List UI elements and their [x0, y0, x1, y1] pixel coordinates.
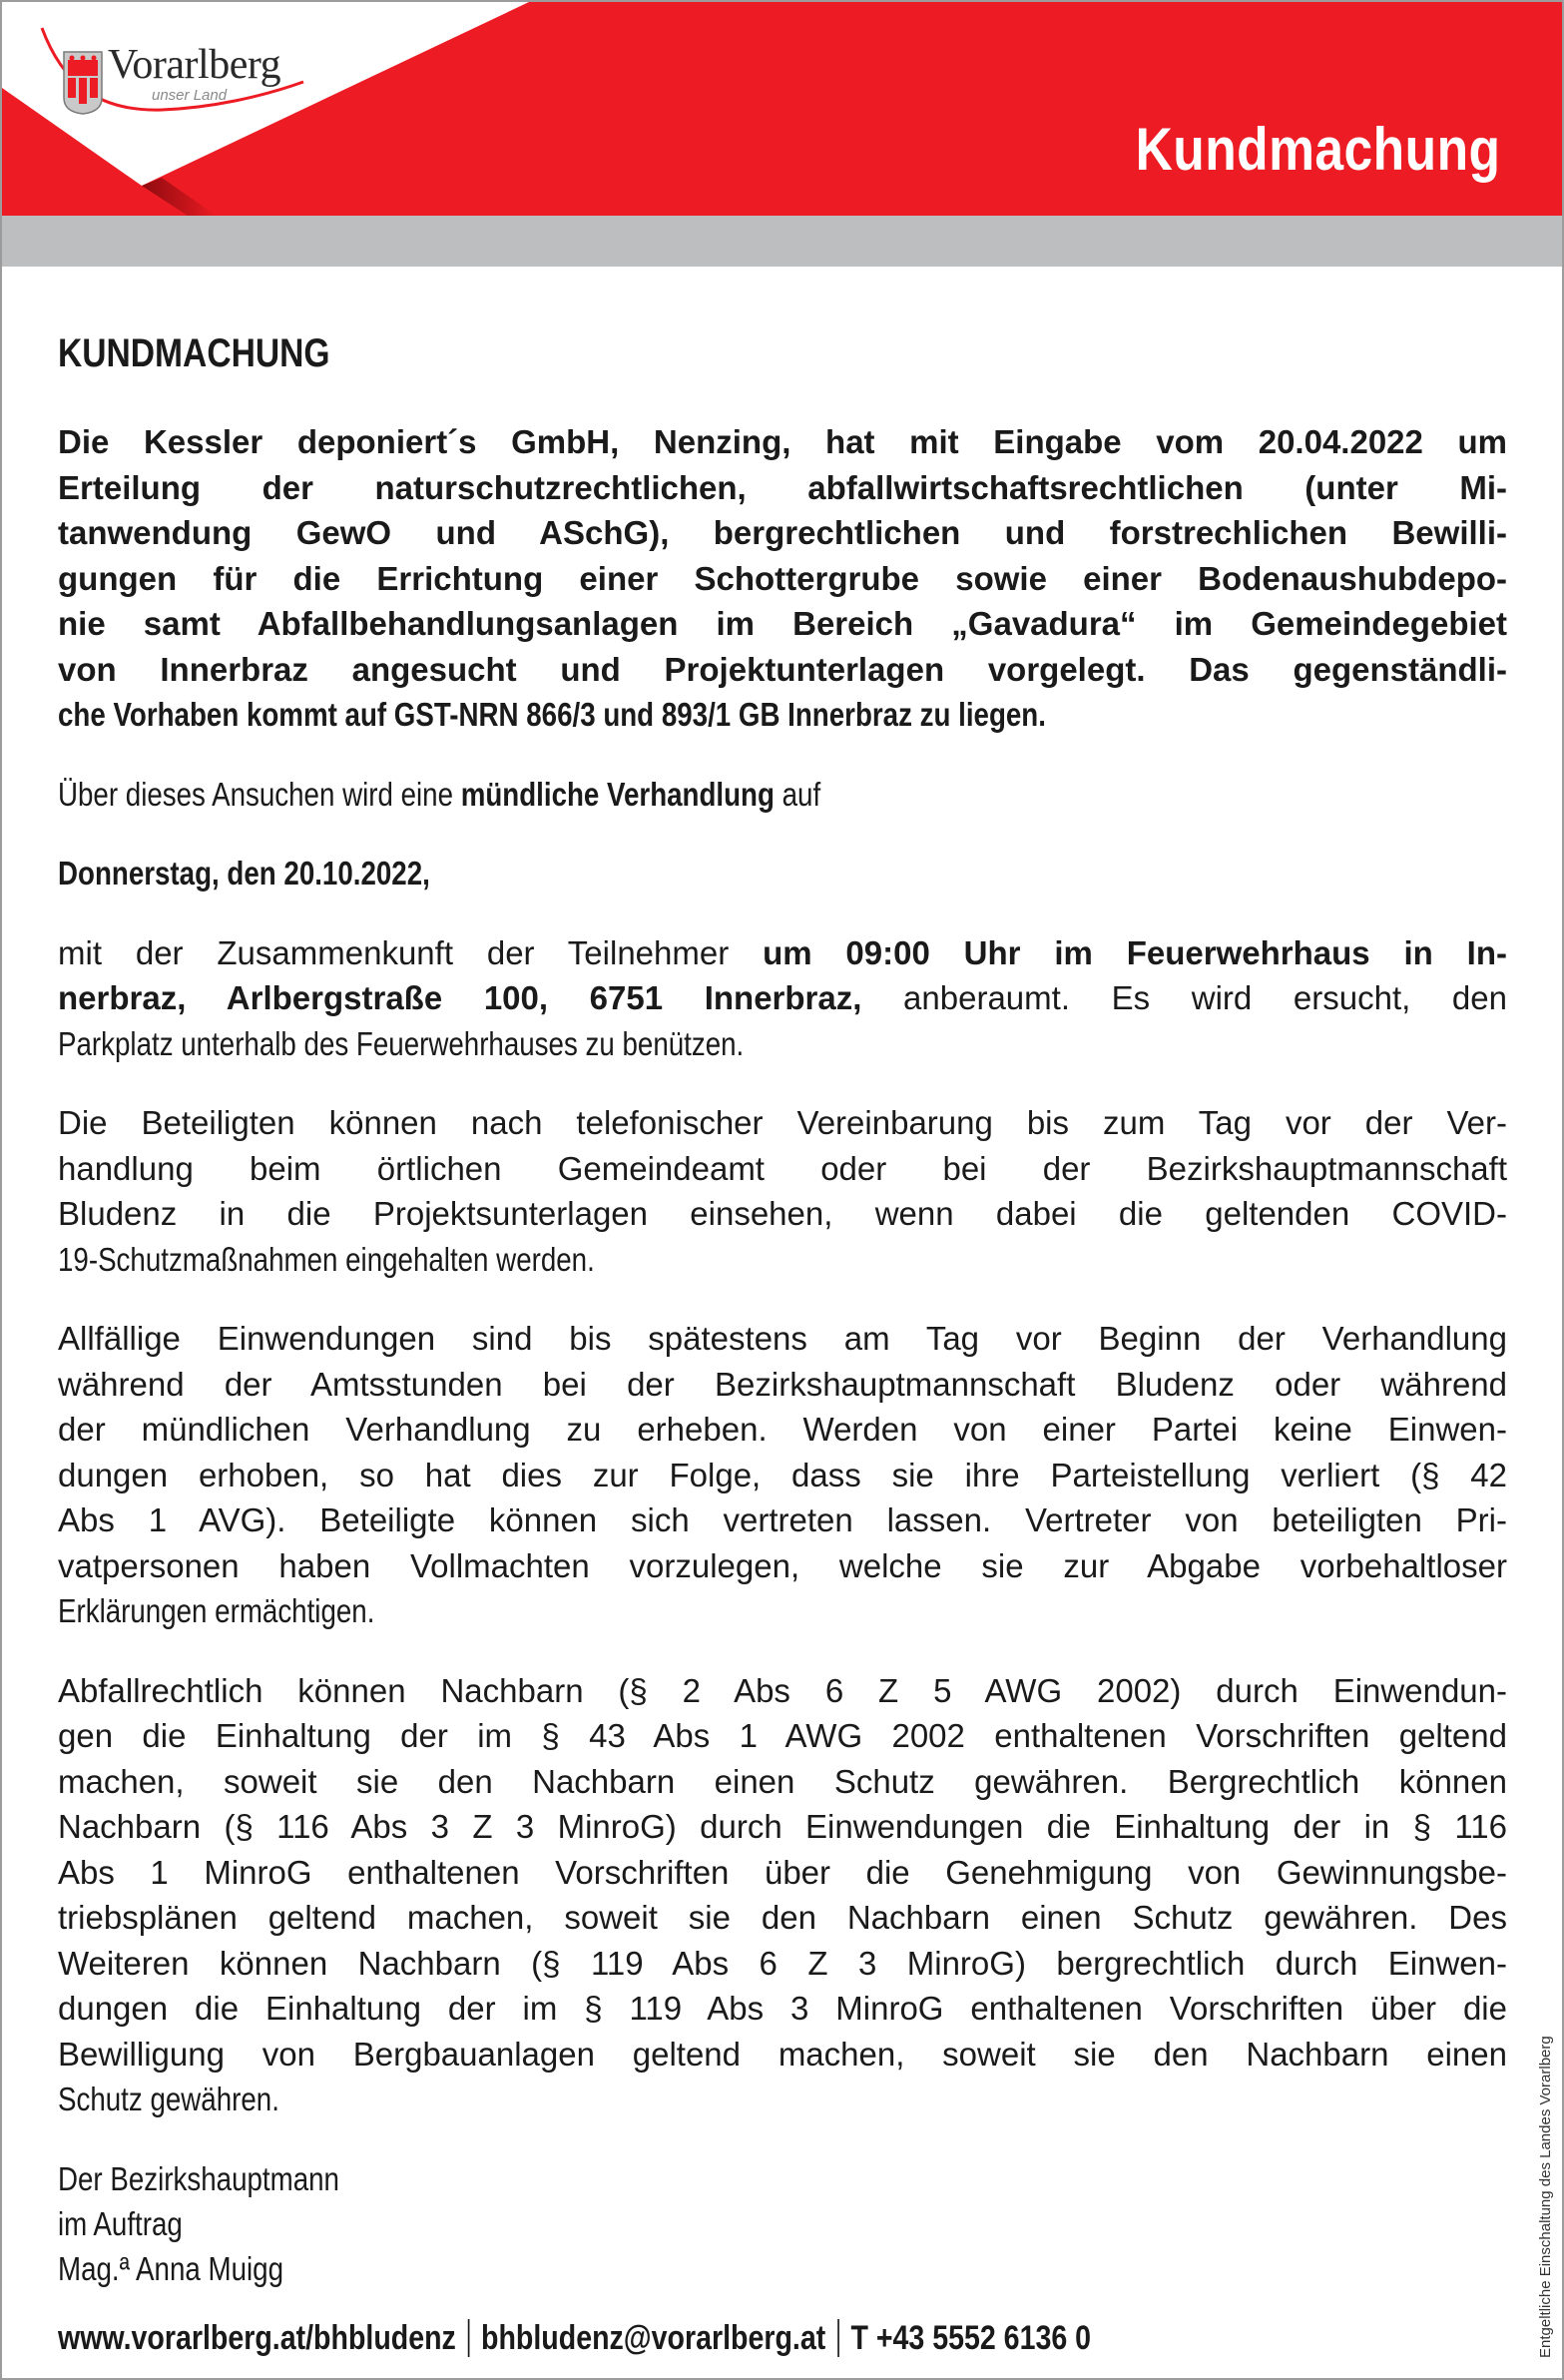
- regular-text: dungen die Einhaltung der im § 119 Abs 3 MinroG enthaltenen Vorschriften über die: [58, 1990, 1507, 2027]
- text-line-content: [58, 1453, 1507, 1498]
- text-line: [58, 1941, 1507, 1987]
- regular-text: Nachbarn (§ 116 Abs 3 Z 3 MinroG) durch Einwendungen die Einhaltung der in § 116: [58, 1808, 1507, 1845]
- text-line-content: [58, 930, 1507, 976]
- bold-text: Die Kessler deponiert´s GmbH, Nenzing, hat mit Eingabe vom 20.04.2022 um: [58, 423, 1507, 460]
- regular-text: Abs 1 AVG). Beteiligte können sich vertreten lassen. Vertreter von beteiligten Pri-: [58, 1501, 1507, 1538]
- text-line: [58, 1588, 1507, 1634]
- regular-text: machen, soweit sie den Nachbarn einen Schutz gewähren. Bergrechtlich können: [58, 1762, 1507, 1800]
- regular-text: Die Beteiligten können nach telefonischer Vereinbarung bis zum Tag vor der Ver-: [58, 1104, 1507, 1141]
- text-line: [58, 1850, 1507, 1896]
- text-line-content: [58, 465, 1507, 511]
- text-line: [58, 1362, 1507, 1408]
- text-line-content: [58, 510, 1507, 556]
- text-line-content: [58, 1759, 1507, 1805]
- text-line-content: [58, 851, 430, 896]
- banner-title: Kundmachung: [1135, 116, 1500, 183]
- signature-block: [58, 2156, 1507, 2291]
- regular-text: gen die Einhaltung der im § 43 Abs 1 AWG 2002 enthaltenen Vorschriften geltend: [58, 1717, 1507, 1754]
- regular-text: Bludenz in die Projektsunterlagen einsehen, wenn dabei die geltenden COVID-: [58, 1195, 1507, 1232]
- text-line-content: [58, 1407, 1507, 1453]
- regular-text: Abfallrechtlich können Nachbarn (§ 2 Abs 6 Z 5 AWG 2002) durch Einwendun-: [58, 1671, 1507, 1709]
- regular-text: Parkplatz unterhalb des Feuerwehrhauses zu benützen.: [58, 1024, 745, 1062]
- text-line: [58, 1237, 1507, 1283]
- text-line-content: [58, 1237, 595, 1283]
- text-line-content: [58, 1804, 1507, 1850]
- regular-text: der mündlichen Verhandlung zu erheben. Werden von einer Partei keine Einwen-: [58, 1411, 1507, 1448]
- intro-paragraph: [58, 419, 1507, 738]
- text-line: [58, 1668, 1507, 1714]
- text-line: [58, 2156, 1507, 2201]
- text-line-content: [58, 1362, 1507, 1408]
- text-line: [58, 772, 1507, 818]
- text-line: [58, 419, 1507, 465]
- text-line-content: [58, 2246, 283, 2291]
- text-line: [58, 1895, 1507, 1941]
- regular-text: Schutz gewähren.: [58, 2081, 279, 2117]
- text-line-content: [58, 1146, 1507, 1192]
- phone-number[interactable]: T +43 5552 6136 0: [850, 2319, 1092, 2357]
- text-line: [58, 2077, 1507, 2122]
- text-line: [58, 2032, 1507, 2078]
- regular-text: Über dieses Ansuchen wird eine: [58, 775, 461, 813]
- text-line-content: [58, 647, 1507, 693]
- header-gray-band: [2, 216, 1562, 267]
- text-line-content: [58, 1850, 1507, 1896]
- text-line: [58, 1497, 1507, 1543]
- text-line-content: [58, 2201, 183, 2246]
- text-line: [58, 1453, 1507, 1498]
- bold-text: mündliche Verhandlung: [460, 775, 775, 813]
- bold-text: nerbraz, Arlbergstraße 100, 6751 Innerbraz,: [58, 979, 862, 1016]
- bold-text: von Innerbraz angesucht und Projektunterlagen vorgelegt. Das gegenständli-: [58, 650, 1507, 688]
- text-line: [58, 1100, 1507, 1146]
- text-line-content: [58, 2156, 339, 2201]
- text-line-content: [58, 1316, 1507, 1362]
- regular-text: während der Amtsstunden bei der Bezirkshauptmannschaft Bludenz oder während: [58, 1365, 1507, 1403]
- header-fold-shadow: [142, 178, 217, 216]
- regular-text: vatpersonen haben Vollmachten vorzulegen, welche sie zur Abgabe vorbehaltloser: [58, 1546, 1507, 1584]
- regular-text: auf: [774, 775, 821, 813]
- text-line-content: [58, 1497, 1507, 1543]
- text-line-content: [58, 419, 1507, 465]
- text-line: [58, 1021, 1507, 1067]
- document-body: [58, 329, 1507, 2291]
- neighbour-paragraph: [58, 1668, 1507, 2122]
- text-line-content: [58, 2077, 279, 2122]
- text-line: [58, 1759, 1507, 1805]
- regular-text: dungen erhoben, so hat dies zur Folge, dass sie ihre Parteistellung verliert (§ 42: [58, 1456, 1507, 1493]
- text-line: [58, 1191, 1507, 1237]
- document-heading: KUNDMACHUNG: [58, 331, 330, 375]
- text-line: [58, 1146, 1507, 1192]
- regular-text: Allfällige Einwendungen sind bis spätestens am Tag vor Beginn der Verhandlung: [58, 1320, 1507, 1357]
- separator: [468, 2319, 470, 2357]
- bold-text: Erteilung der naturschutzrechtlichen, abfallwirtschaftsrechtlichen (unter Mi-: [58, 468, 1507, 506]
- separator: [837, 2319, 839, 2357]
- text-line-content: [58, 1895, 1507, 1941]
- regular-text: Erklärungen ermächtigen.: [58, 1592, 375, 1629]
- text-line-content: [58, 1191, 1507, 1237]
- text-line-content: [58, 772, 820, 818]
- text-line: [58, 510, 1507, 556]
- bold-text: tanwendung GewO und ASchG), bergrechtlichen und forstrechlichen Bewilli-: [58, 514, 1507, 551]
- text-line-content: [58, 1100, 1507, 1146]
- regular-text: handlung beim örtlichen Gemeindeamt oder bei der Bezirkshauptmannschaft: [58, 1149, 1507, 1187]
- text-line: [58, 2201, 1507, 2246]
- website-link[interactable]: www.vorarlberg.at/bhbludenz: [58, 2319, 456, 2357]
- regular-text: Der Bezirkshauptmann: [58, 2159, 339, 2197]
- regular-text: Abs 1 MinroG enthaltenen Vorschriften über die Genehmigung von Gewinnungsbe-: [58, 1853, 1507, 1891]
- bold-text: che Vorhaben kommt auf GST-NRN 866/3 und 893/1 GB Innerbraz zu liegen.: [58, 696, 1046, 733]
- regular-text: triebsplänen geltend machen, soweit sie den Nachbarn einen Schutz gewähren. Des: [58, 1899, 1507, 1936]
- text-line-content: [58, 1713, 1507, 1759]
- text-line-content: [58, 692, 1046, 738]
- bold-text: Donnerstag, den 20.10.2022,: [58, 855, 430, 892]
- inspection-paragraph: [58, 1100, 1507, 1282]
- text-line: [58, 930, 1507, 976]
- text-line-content: [58, 1543, 1507, 1589]
- regular-text: im Auftrag: [58, 2204, 183, 2242]
- text-line: [58, 1986, 1507, 2032]
- brand-name: Vorarlberg: [108, 42, 281, 88]
- text-line-content: [58, 1986, 1507, 2032]
- text-line-content: [58, 975, 1507, 1021]
- regular-text: Mag.ª Anna Muigg: [58, 2249, 283, 2287]
- text-line: [58, 1407, 1507, 1453]
- bold-text: um 09:00 Uhr im Feuerwehrhaus in In-: [763, 933, 1507, 971]
- text-line: [58, 1316, 1507, 1362]
- bold-text: gungen für die Errichtung einer Schottergrube sowie einer Bodenaushubdepo-: [58, 559, 1507, 597]
- regular-text: anberaumt. Es wird ersucht, den: [861, 979, 1507, 1016]
- brand-tagline: unser Land: [152, 87, 228, 104]
- bold-text: nie samt Abfallbehandlungsanlagen im Bereich „Gavadura“ im Gemeindegebiet: [58, 605, 1507, 642]
- regular-text: Weiteren können Nachbarn (§ 119 Abs 6 Z 3 MinroG) bergrechtlich durch Einwen-: [58, 1944, 1507, 1982]
- header-banner: [2, 2, 1562, 216]
- text-line: [58, 465, 1507, 511]
- regular-text: Bewilligung von Bergbauanlagen geltend machen, soweit sie den Nachbarn einen: [58, 2035, 1507, 2073]
- text-line: [58, 851, 1507, 896]
- coat-of-arms-icon: [64, 52, 102, 114]
- text-line: [58, 1713, 1507, 1759]
- text-line-content: [58, 556, 1507, 602]
- meeting-paragraph: [58, 930, 1507, 1067]
- hearing-date: [58, 851, 1507, 896]
- text-line: [58, 601, 1507, 647]
- text-line: [58, 975, 1507, 1021]
- text-line-content: [58, 2032, 1507, 2078]
- header-graphic: [2, 2, 1562, 216]
- text-line-content: [58, 1941, 1507, 1987]
- email-link[interactable]: bhbludenz@vorarlberg.at: [481, 2319, 826, 2357]
- hearing-paragraph: [58, 772, 1507, 818]
- text-line: [58, 1804, 1507, 1850]
- text-line: [58, 647, 1507, 693]
- regular-text: 19-Schutzmaßnahmen eingehalten werden.: [58, 1240, 595, 1278]
- contact-footer: [58, 2314, 1091, 2362]
- paid-notice-vertical: Entgeltliche Einschaltung des Landes Vorarlberg: [1537, 2036, 1554, 2358]
- text-line-content: [58, 1668, 1507, 1714]
- text-line-content: [58, 1588, 374, 1634]
- text-line: [58, 556, 1507, 602]
- text-line-content: [58, 1021, 744, 1067]
- text-line: [58, 1543, 1507, 1589]
- text-line-content: [58, 601, 1507, 647]
- text-line: [58, 692, 1507, 738]
- objection-paragraph: [58, 1316, 1507, 1634]
- regular-text: mit der Zusammenkunft der Teilnehmer: [58, 933, 764, 971]
- text-line: [58, 2246, 1507, 2291]
